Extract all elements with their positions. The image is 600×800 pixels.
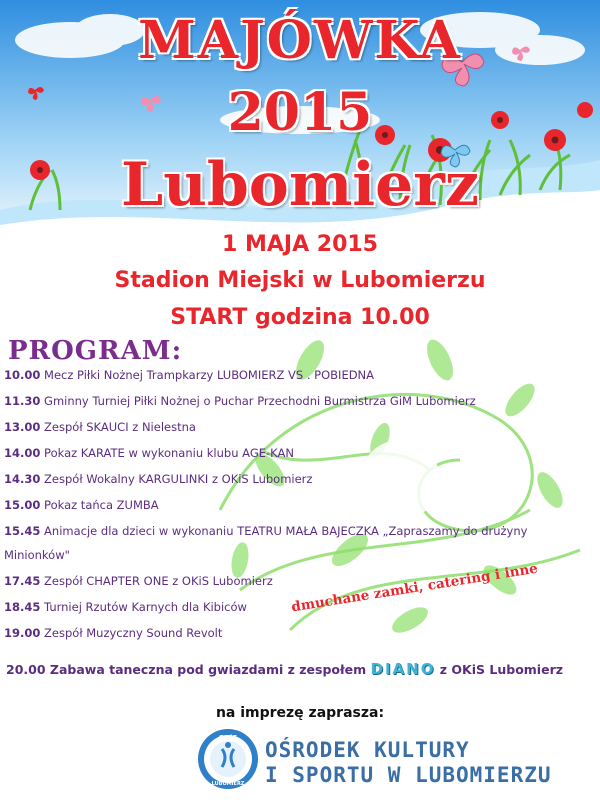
program-item-time: 13.00 [4,420,41,434]
program-item-time: 17.45 [4,574,41,588]
program-item [4,446,294,460]
program-item-time: 10.00 [4,368,41,382]
org-name-line2: I SPORTU W LUBOMIERZU [265,763,552,787]
logo-text-bottom: LUBOMIERZ [211,781,245,787]
program-item-time: 11.30 [4,394,41,408]
program-item [4,600,247,614]
invite-text: na imprezę zaprasza: [215,705,385,721]
program-item [4,394,476,408]
program-item-text: Pokaz tańca ZUMBA [40,498,159,512]
event-start: START godzina 10.00 [170,305,430,330]
event-date: 1 MAJA 2015 [222,232,378,257]
program-item-time: 14.00 [4,446,41,460]
program-item-text: Animacje dla dzieci w wykonaniu TEATRU MAŁA BAJECZKA „Zapraszamy do drużyny [40,524,528,538]
program-item-time: 19.00 [4,626,41,640]
program-item [4,626,222,640]
program-item-text: Zespół SKAUCI z Nielestna [40,420,196,434]
title-town: Lubomierz [121,150,479,220]
program-item [4,368,374,382]
final-item-text: Zabawa taneczna pod gwiazdami z zespołem [45,662,371,677]
program-item-text: Zespół Muzyczny Sound Revolt [40,626,223,640]
program-item-text: Mecz Piłki Nożnej Trampkarzy LUBOMIERZ VS . POBIEDNA [40,368,375,382]
final-item-time: 20.00 [6,662,46,677]
program-item [4,420,196,434]
program-item-text: Zespół Wokalny KARGULINKI z OKiS Lubomierz [40,472,313,486]
event-venue: Stadion Miejski w Lubomierzu [114,268,486,293]
program-item [4,472,312,486]
program-item-text: Turniej Rzutów Karnych dla Kibiców [40,600,247,614]
program-item-time: 14.30 [4,472,41,486]
title-majowka: MAJÓWKA [138,10,462,71]
program-item-text: Minionków" [4,548,70,562]
okis-logo [196,727,260,791]
program-item [4,524,527,538]
program-item-text: Gminny Turniej Piłki Nożnej o Puchar Przechodni Burmistrza GiM Lubomierz [40,394,476,408]
program-item-time: 15.00 [4,498,41,512]
extras-note: dmuchane zamki, catering i inne [290,560,539,616]
program-heading: PROGRAM: [8,336,183,366]
program-item-time: 18.45 [4,600,41,614]
program-item-text: Zespół CHAPTER ONE z OKiS Lubomierz [40,574,273,588]
final-program-item [6,660,563,678]
program-item-continuation [4,548,70,562]
program-item [4,574,273,588]
final-item-suffix: z OKiS Lubomierz [435,662,564,677]
title-year: 2015 [227,82,373,143]
program-item-time: 15.45 [4,524,41,538]
program-item-text: Pokaz KARATE w wykonaniu klubu AGE-KAN [40,446,294,460]
program-item [4,498,159,512]
band-name: DIANO [370,660,436,678]
logo-text-top: OKiS [218,734,238,742]
org-name-line1: OŚRODEK KULTURY [265,738,470,762]
